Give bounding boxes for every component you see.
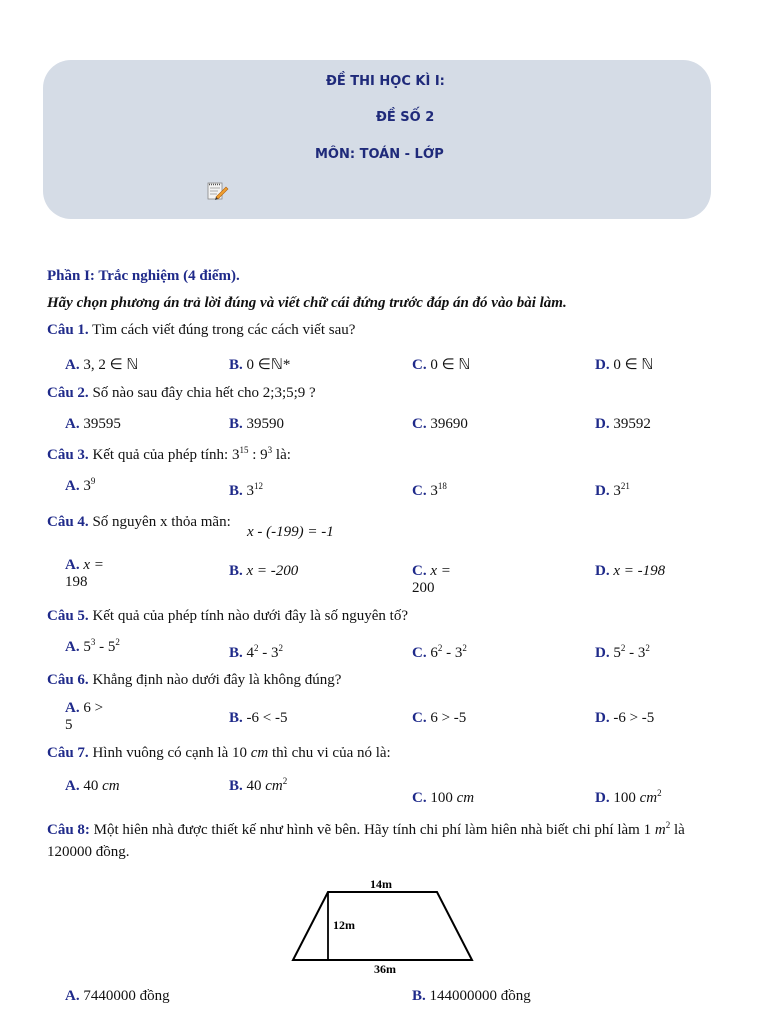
q2-option-d: D. 39592	[595, 416, 651, 432]
question-8-line2: 120000 đồng.	[47, 844, 130, 860]
q3-option-d: D. $3^{21}$	[595, 481, 630, 499]
q7-option-a: A. 40 cm	[65, 778, 120, 794]
q3-option-b: B. $3^{12}$	[229, 481, 264, 499]
q1-option-d: D. 0 ∈ ℕ	[595, 357, 654, 373]
question-7: Câu 7. Hình vuông có cạnh là 10 cm thì chu vi của nó là:	[47, 745, 391, 761]
exam-subject: MÔN: TOÁN - LỚP	[315, 147, 444, 162]
section-title: Phần I: Trắc nghiệm (4 điểm).	[47, 268, 240, 284]
q5-option-b: B. $4^2 - 3^2$	[229, 643, 284, 661]
q7-option-d: D. 100 $cm^2$	[595, 788, 662, 806]
q4-option-d: D. x = -198	[595, 563, 666, 579]
q4-option-a-value: 198	[65, 574, 88, 590]
q3-option-c: C. $3^{18}$	[412, 481, 447, 499]
q6-option-b: B. -6 < -5	[229, 710, 288, 726]
q7-option-c: C. 100 cm	[412, 790, 475, 806]
q4-option-a: A. x =	[65, 557, 104, 573]
section-instruction: Hãy chọn phương án trả lời đúng và viết chữ cái đứng trước đáp án đó vào bài làm.	[47, 295, 567, 311]
q4-option-b: B. x = -200	[229, 563, 299, 579]
notepad-pencil-icon	[207, 182, 229, 200]
q3-option-a: A. $3^9$	[65, 476, 96, 494]
q2-option-c: C. 39690	[412, 416, 468, 432]
q4-option-c-value: 200	[412, 580, 435, 596]
q1-option-a: A. 3, 2 ∈ ℕ	[65, 357, 139, 373]
q2-option-b: B. 39590	[229, 416, 285, 432]
q8-option-b: B. 144000000 đồng	[412, 988, 531, 1004]
q2-option-a: A. 39595	[65, 416, 121, 432]
q6-option-d: D. -6 > -5	[595, 710, 655, 726]
q6-option-a-value: 5	[65, 717, 73, 733]
q5-option-c: C. $6^2 - 3^2$	[412, 643, 467, 661]
question-1: Câu 1. Tìm cách viết đúng trong các cách viết sau?	[47, 322, 356, 338]
q6-option-a: A. 6 >	[65, 700, 104, 716]
question-2: Câu 2. Số nào sau đây chia hết cho 2;3;5;9 ?	[47, 385, 316, 401]
q5-option-a: A. $5^3 - 5^2$	[65, 637, 120, 655]
q1-option-c: C. 0 ∈ ℕ	[412, 357, 471, 373]
figure-height-label: 12m	[333, 918, 355, 932]
q4-equation: x - (-199) = -1	[247, 524, 334, 540]
trapezoid-shape	[293, 892, 472, 960]
q4-option-c: C. x =	[412, 563, 451, 579]
exam-number: ĐỀ SỐ 2	[376, 110, 435, 125]
q5-option-d: D. $5^2 - 3^2$	[595, 643, 650, 661]
question-8: Câu 8: Một hiên nhà được thiết kế như hình vẽ bên. Hãy tính chi phí làm hiên nhà biết chi phí làm 1 $m^2$ là	[47, 820, 685, 838]
question-5: Câu 5. Kết quả của phép tính nào dưới đây là số nguyên tố?	[47, 608, 409, 624]
q1-option-b: B. 0 ∈ℕ*	[229, 357, 291, 373]
question-4: Câu 4. Số nguyên x thỏa mãn:	[47, 514, 231, 530]
q6-option-c: C. 6 > -5	[412, 710, 467, 726]
trapezoid-figure	[285, 872, 485, 982]
question-3: Câu 3. Kết quả của phép tính: $3^{15}$ : $9^3$ là:	[47, 445, 291, 463]
q8-option-a: A. 7440000 đồng	[65, 988, 170, 1004]
figure-top-label: 14m	[370, 877, 392, 891]
exam-title: ĐỀ THI HỌC KÌ I:	[326, 74, 445, 89]
figure-bottom-label: 36m	[374, 962, 396, 976]
question-6: Câu 6. Khẳng định nào dưới đây là không đúng?	[47, 672, 342, 688]
q7-option-b: B. 40 $cm^2$	[229, 776, 288, 794]
